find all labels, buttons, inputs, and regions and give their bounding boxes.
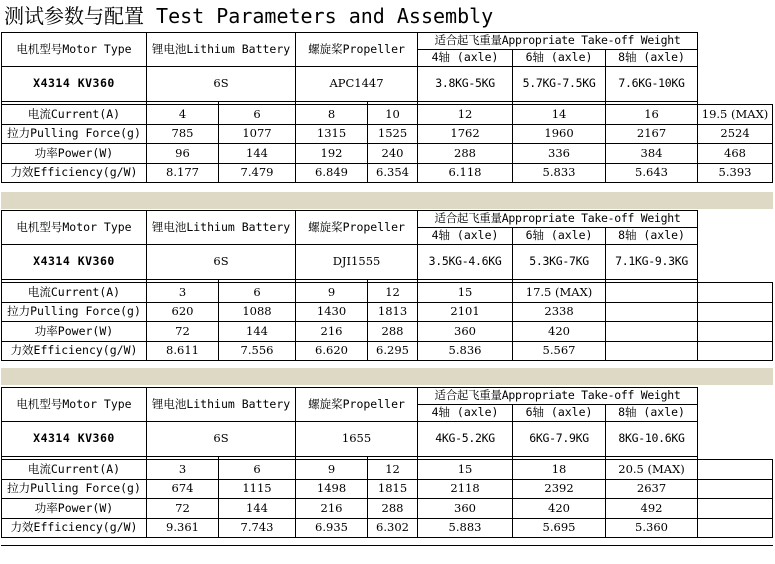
axle-4-header: 4轴 (axle) bbox=[418, 50, 513, 67]
data-cell bbox=[698, 341, 773, 361]
data-cell bbox=[606, 322, 698, 342]
row-label: 电流Current(A) bbox=[2, 105, 147, 125]
section-separator bbox=[1, 368, 773, 385]
data-cell: 6 bbox=[219, 460, 296, 480]
data-cell bbox=[698, 460, 773, 480]
data-cell: 6.620 bbox=[296, 341, 368, 361]
spec-table bbox=[1, 32, 773, 183]
data-cell bbox=[606, 302, 698, 322]
data-cell: 6.935 bbox=[296, 518, 368, 538]
data-cell: 18 bbox=[513, 460, 606, 480]
propeller-header: 螺旋桨Propeller bbox=[296, 388, 418, 422]
axle-6-header: 6轴 (axle) bbox=[513, 228, 606, 245]
data-cell: 674 bbox=[147, 479, 219, 499]
efficiency-row bbox=[2, 518, 773, 538]
data-cell: 5.833 bbox=[513, 163, 606, 183]
data-cell bbox=[698, 283, 773, 303]
efficiency-row bbox=[2, 163, 773, 183]
data-cell: 19.5 (MAX) bbox=[698, 105, 773, 125]
propeller-value: APC1447 bbox=[296, 67, 418, 102]
data-cell: 1430 bbox=[296, 302, 368, 322]
data-cell: 6.118 bbox=[418, 163, 513, 183]
axle-4-header: 4轴 (axle) bbox=[418, 405, 513, 422]
data-cell: 14 bbox=[513, 105, 606, 125]
row-label: 电流Current(A) bbox=[2, 283, 147, 303]
data-cell: 1815 bbox=[368, 479, 418, 499]
data-cell: 1088 bbox=[219, 302, 296, 322]
data-cell: 420 bbox=[513, 322, 606, 342]
propeller-value: DJI1555 bbox=[296, 245, 418, 280]
data-cell: 3 bbox=[147, 460, 219, 480]
data-cell: 620 bbox=[147, 302, 219, 322]
data-cell: 785 bbox=[147, 124, 219, 144]
data-cell: 7.479 bbox=[219, 163, 296, 183]
data-cell: 72 bbox=[147, 499, 219, 519]
data-cell: 216 bbox=[296, 322, 368, 342]
data-cell: 5.393 bbox=[698, 163, 773, 183]
data-cell bbox=[698, 302, 773, 322]
data-cell: 1077 bbox=[219, 124, 296, 144]
data-cell: 288 bbox=[368, 322, 418, 342]
battery-header: 锂电池Lithium Battery bbox=[147, 211, 296, 245]
power-row bbox=[2, 144, 773, 164]
motor-model: X4314 KV360 bbox=[2, 67, 147, 102]
data-cell: 10 bbox=[368, 105, 418, 125]
data-cell: 9 bbox=[296, 460, 368, 480]
propeller-header: 螺旋桨Propeller bbox=[296, 33, 418, 67]
data-cell: 2167 bbox=[606, 124, 698, 144]
data-cell: 15 bbox=[418, 283, 513, 303]
axle-6-header: 6轴 (axle) bbox=[513, 405, 606, 422]
data-cell: 1762 bbox=[418, 124, 513, 144]
row-label: 功率Power(W) bbox=[2, 144, 147, 164]
data-cell: 192 bbox=[296, 144, 368, 164]
data-cell: 240 bbox=[368, 144, 418, 164]
data-cell: 6.354 bbox=[368, 163, 418, 183]
data-cell bbox=[698, 322, 773, 342]
data-cell: 7.743 bbox=[219, 518, 296, 538]
data-cell: 360 bbox=[418, 499, 513, 519]
axle-6-header: 6轴 (axle) bbox=[513, 50, 606, 67]
current-row bbox=[2, 460, 773, 480]
row-label: 力效Efficiency(g/W) bbox=[2, 163, 147, 183]
data-cell: 1813 bbox=[368, 302, 418, 322]
data-cell: 8.611 bbox=[147, 341, 219, 361]
data-cell: 1525 bbox=[368, 124, 418, 144]
takeoff-weight-header: 适合起飞重量Appropriate Take-off Weight bbox=[418, 388, 698, 405]
data-cell: 288 bbox=[368, 499, 418, 519]
data-cell: 9.361 bbox=[147, 518, 219, 538]
row-label: 拉力Pulling Force(g) bbox=[2, 479, 147, 499]
row-label: 功率Power(W) bbox=[2, 499, 147, 519]
data-cell: 2637 bbox=[606, 479, 698, 499]
data-cell: 5.643 bbox=[606, 163, 698, 183]
data-cell: 1498 bbox=[296, 479, 368, 499]
data-cell: 6 bbox=[219, 283, 296, 303]
data-cell: 5.567 bbox=[513, 341, 606, 361]
data-cell: 72 bbox=[147, 322, 219, 342]
pulling-force-row bbox=[2, 479, 773, 499]
propeller-value: 1655 bbox=[296, 422, 418, 457]
motor-model: X4314 KV360 bbox=[2, 422, 147, 457]
battery-value: 6S bbox=[147, 422, 296, 457]
data-cell: 7.556 bbox=[219, 341, 296, 361]
motor-type-header: 电机型号Motor Type bbox=[2, 33, 147, 67]
spec-table bbox=[1, 387, 773, 538]
bottom-rule bbox=[1, 545, 773, 546]
pulling-force-row bbox=[2, 302, 773, 322]
data-cell: 17.5 (MAX) bbox=[513, 283, 606, 303]
data-cell: 8.177 bbox=[147, 163, 219, 183]
takeoff-weight-value: 5.7KG-7.5KG bbox=[513, 67, 606, 102]
data-cell bbox=[606, 283, 698, 303]
data-cell: 16 bbox=[606, 105, 698, 125]
takeoff-weight-value: 4KG-5.2KG bbox=[418, 422, 513, 457]
data-cell bbox=[698, 499, 773, 519]
takeoff-weight-header: 适合起飞重量Appropriate Take-off Weight bbox=[418, 33, 698, 50]
spec-table bbox=[1, 210, 773, 361]
data-cell: 1315 bbox=[296, 124, 368, 144]
row-label: 功率Power(W) bbox=[2, 322, 147, 342]
data-cell: 6.302 bbox=[368, 518, 418, 538]
data-cell: 216 bbox=[296, 499, 368, 519]
data-cell: 336 bbox=[513, 144, 606, 164]
takeoff-weight-value: 7.1KG-9.3KG bbox=[606, 245, 698, 280]
efficiency-row bbox=[2, 341, 773, 361]
data-cell: 3 bbox=[147, 283, 219, 303]
takeoff-weight-value: 5.3KG-7KG bbox=[513, 245, 606, 280]
takeoff-weight-value: 8KG-10.6KG bbox=[606, 422, 698, 457]
axle-8-header: 8轴 (axle) bbox=[606, 50, 698, 67]
data-cell: 5.695 bbox=[513, 518, 606, 538]
data-cell: 8 bbox=[296, 105, 368, 125]
data-cell: 2118 bbox=[418, 479, 513, 499]
axle-8-header: 8轴 (axle) bbox=[606, 228, 698, 245]
data-cell: 384 bbox=[606, 144, 698, 164]
data-cell: 2101 bbox=[418, 302, 513, 322]
takeoff-weight-value: 3.8KG-5KG bbox=[418, 67, 513, 102]
data-cell: 12 bbox=[418, 105, 513, 125]
data-cell: 1115 bbox=[219, 479, 296, 499]
data-cell: 420 bbox=[513, 499, 606, 519]
data-cell: 12 bbox=[368, 283, 418, 303]
axle-8-header: 8轴 (axle) bbox=[606, 405, 698, 422]
data-cell: 288 bbox=[418, 144, 513, 164]
data-cell: 2338 bbox=[513, 302, 606, 322]
data-cell: 144 bbox=[219, 144, 296, 164]
power-row bbox=[2, 322, 773, 342]
data-cell: 15 bbox=[418, 460, 513, 480]
current-row bbox=[2, 105, 773, 125]
data-cell: 6.295 bbox=[368, 341, 418, 361]
data-cell: 2392 bbox=[513, 479, 606, 499]
data-cell: 1960 bbox=[513, 124, 606, 144]
data-cell bbox=[698, 518, 773, 538]
data-cell: 144 bbox=[219, 322, 296, 342]
data-cell: 468 bbox=[698, 144, 773, 164]
data-cell: 360 bbox=[418, 322, 513, 342]
data-cell bbox=[698, 479, 773, 499]
data-cell: 2524 bbox=[698, 124, 773, 144]
battery-header: 锂电池Lithium Battery bbox=[147, 388, 296, 422]
row-label: 力效Efficiency(g/W) bbox=[2, 341, 147, 361]
data-cell: 492 bbox=[606, 499, 698, 519]
data-cell: 5.360 bbox=[606, 518, 698, 538]
takeoff-weight-value: 6KG-7.9KG bbox=[513, 422, 606, 457]
pulling-force-row bbox=[2, 124, 773, 144]
row-label: 拉力Pulling Force(g) bbox=[2, 124, 147, 144]
data-cell: 20.5 (MAX) bbox=[606, 460, 698, 480]
data-cell: 144 bbox=[219, 499, 296, 519]
current-row bbox=[2, 283, 773, 303]
takeoff-weight-header: 适合起飞重量Appropriate Take-off Weight bbox=[418, 211, 698, 228]
data-cell: 9 bbox=[296, 283, 368, 303]
data-cell: 12 bbox=[368, 460, 418, 480]
data-cell: 5.883 bbox=[418, 518, 513, 538]
section-separator bbox=[1, 192, 773, 209]
row-label: 电流Current(A) bbox=[2, 460, 147, 480]
data-cell bbox=[606, 341, 698, 361]
data-cell: 96 bbox=[147, 144, 219, 164]
battery-header: 锂电池Lithium Battery bbox=[147, 33, 296, 67]
power-row bbox=[2, 499, 773, 519]
propeller-header: 螺旋桨Propeller bbox=[296, 211, 418, 245]
data-cell: 6 bbox=[219, 105, 296, 125]
battery-value: 6S bbox=[147, 245, 296, 280]
data-cell: 5.836 bbox=[418, 341, 513, 361]
takeoff-weight-value: 3.5KG-4.6KG bbox=[418, 245, 513, 280]
takeoff-weight-value: 7.6KG-10KG bbox=[606, 67, 698, 102]
data-cell: 4 bbox=[147, 105, 219, 125]
data-cell: 6.849 bbox=[296, 163, 368, 183]
battery-value: 6S bbox=[147, 67, 296, 102]
row-label: 力效Efficiency(g/W) bbox=[2, 518, 147, 538]
motor-type-header: 电机型号Motor Type bbox=[2, 211, 147, 245]
motor-model: X4314 KV360 bbox=[2, 245, 147, 280]
motor-type-header: 电机型号Motor Type bbox=[2, 388, 147, 422]
axle-4-header: 4轴 (axle) bbox=[418, 228, 513, 245]
page-title: 测试参数与配置 Test Parameters and Assembly bbox=[4, 4, 494, 28]
row-label: 拉力Pulling Force(g) bbox=[2, 302, 147, 322]
